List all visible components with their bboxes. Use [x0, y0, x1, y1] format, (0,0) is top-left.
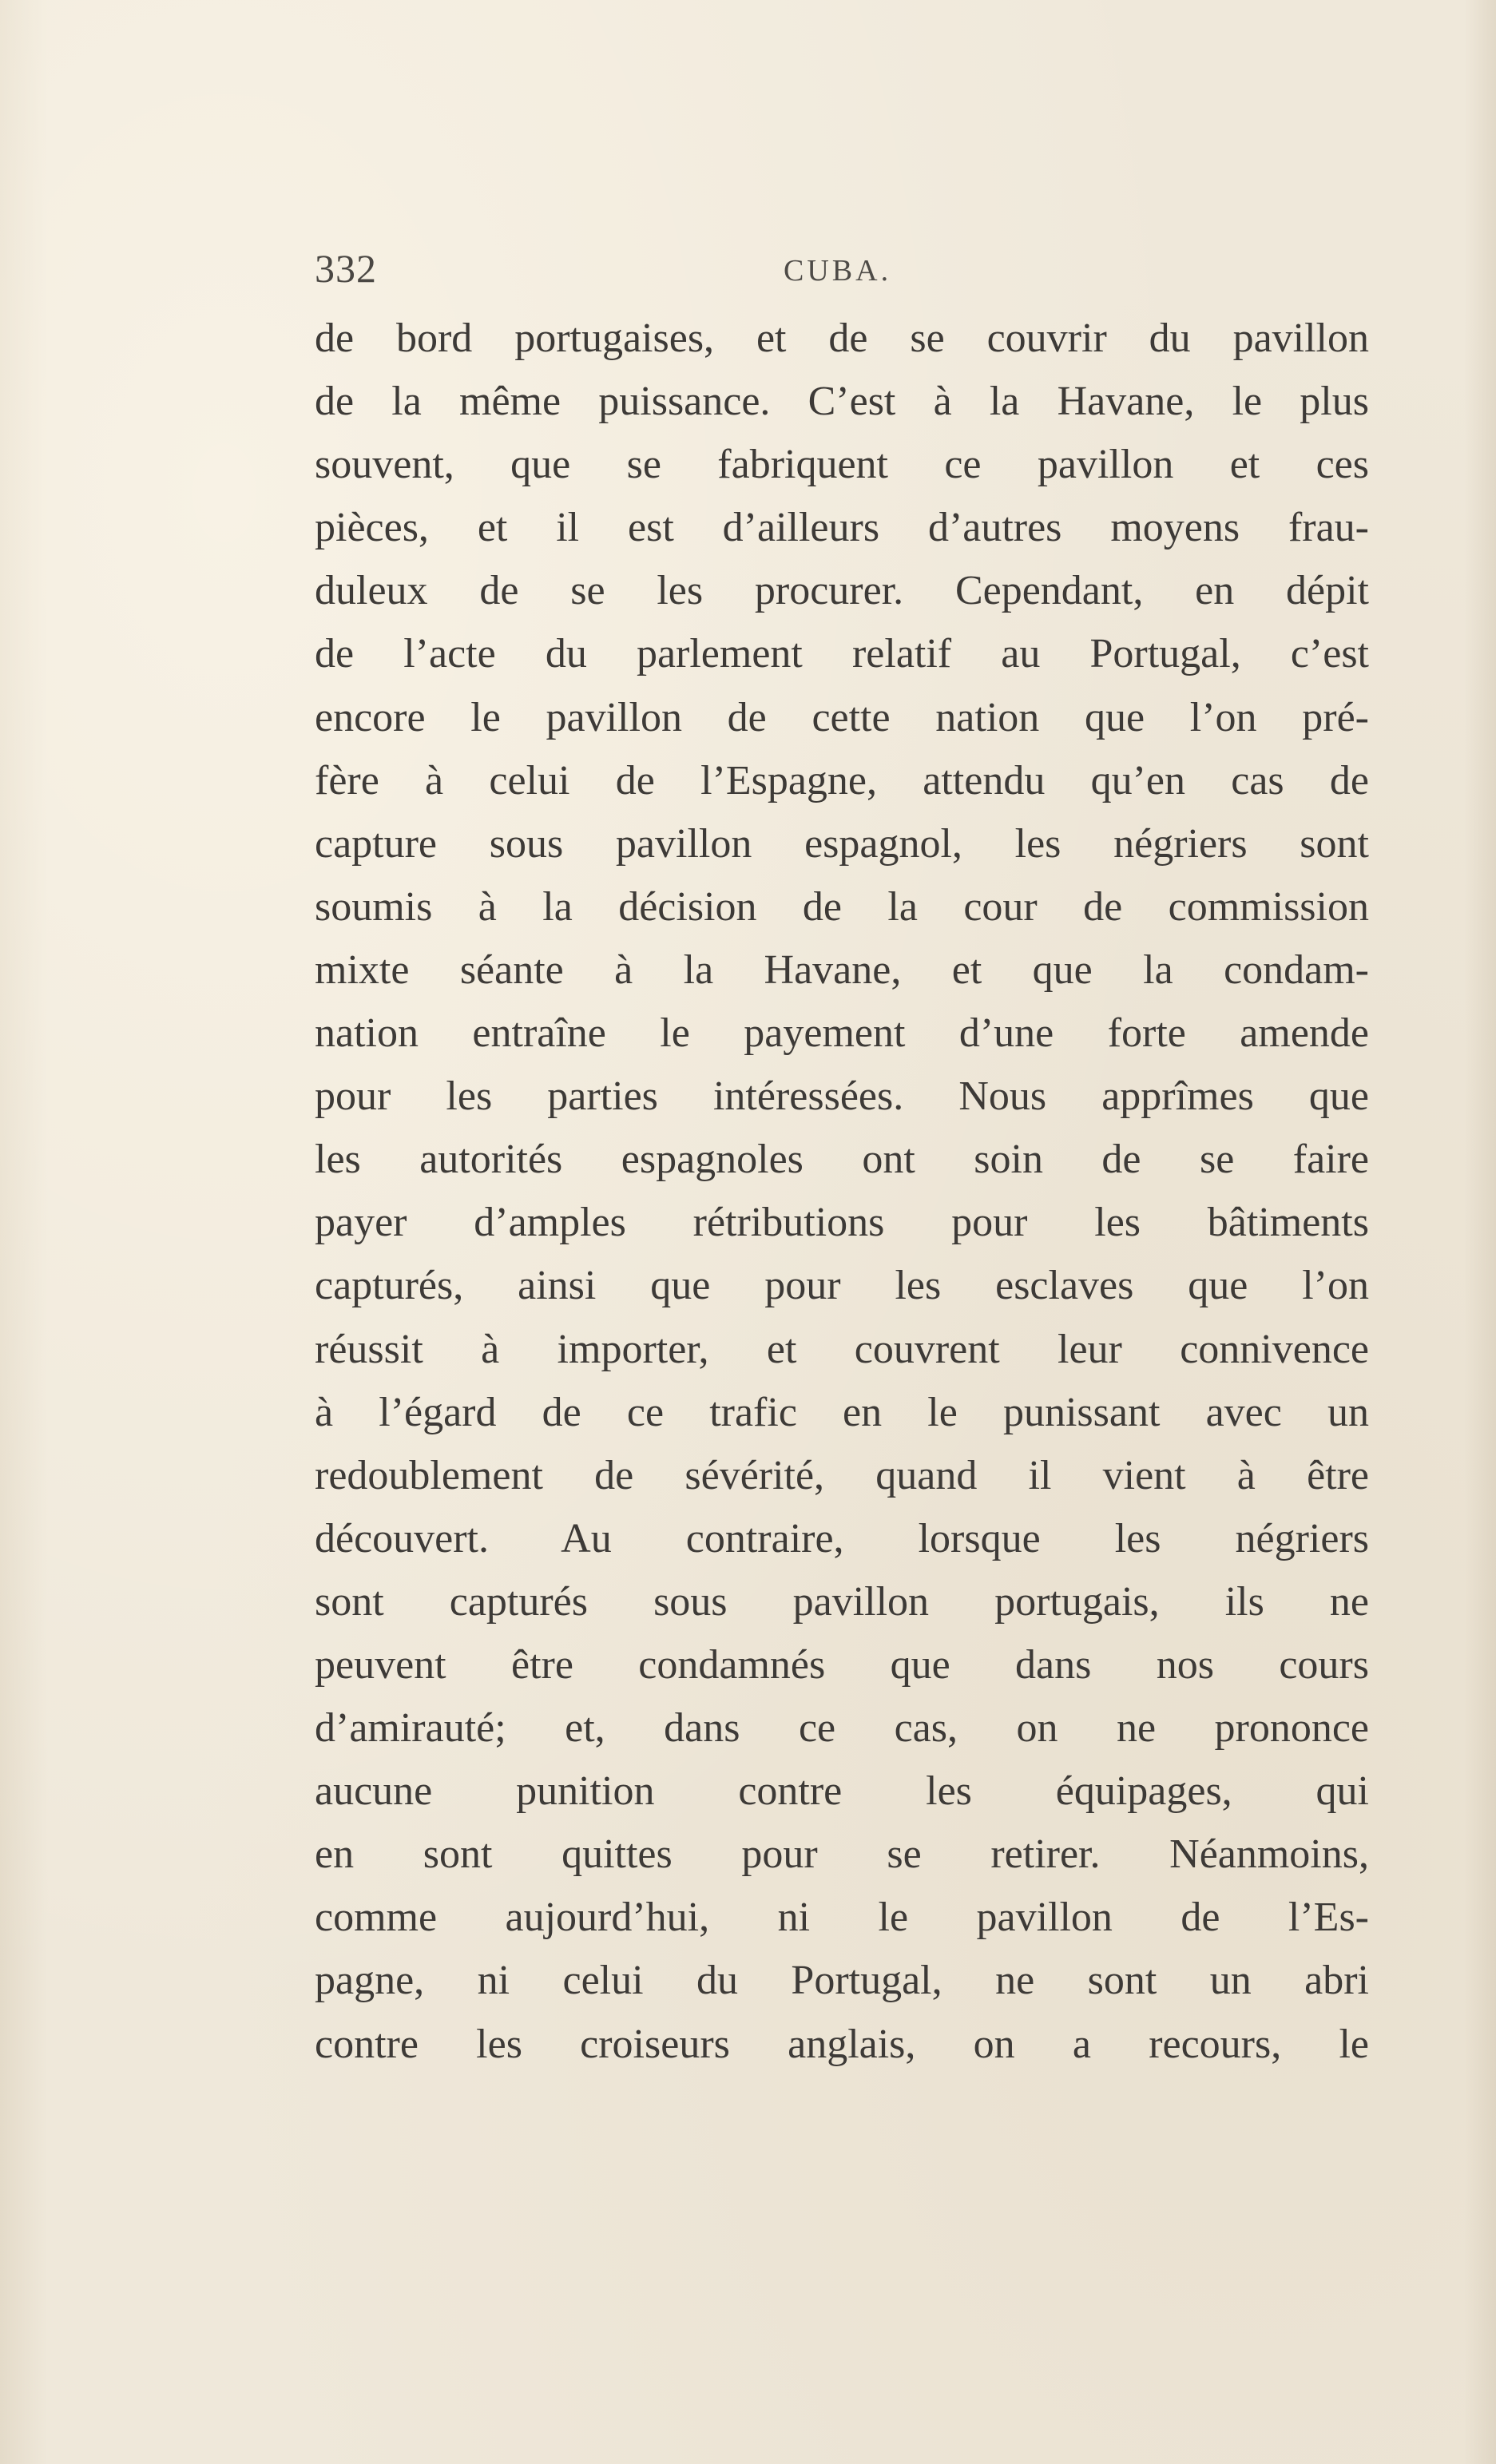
text-line: d’amirauté; et, dans ce cas, on ne prononce [315, 1705, 1369, 1752]
text-line: de bord portugaises, et de se couvrir du pavillon [315, 315, 1369, 361]
page-edge-shadow [1464, 0, 1496, 2464]
text-line: comme aujourd’hui, ni le pavillon de l’Es- [315, 1895, 1369, 1941]
text-line: capturés, ainsi que pour les esclaves que l’on [315, 1263, 1369, 1309]
text-line: encore le pavillon de cette nation que l’on pré- [315, 694, 1369, 740]
text-line: à l’égard de ce trafic en le punissant avec un [315, 1389, 1369, 1435]
text-line: réussit à importer, et couvrent leur connivence [315, 1326, 1369, 1372]
body-text [315, 307, 1369, 2076]
text-line: nation entraîne le payement d’une forte amende [315, 1010, 1369, 1057]
text-line: souvent, que se fabriquent ce pavillon et ces [315, 442, 1369, 488]
text-line: de la même puissance. C’est à la Havane, le plus [315, 379, 1369, 425]
text-line: de l’acte du parlement relatif au Portugal, c’est [315, 631, 1369, 677]
text-line: peuvent être condamnés que dans nos cours [315, 1641, 1369, 1688]
text-line: capture sous pavillon espagnol, les négriers sont [315, 820, 1369, 867]
text-line: payer d’amples rétributions pour les bâtiments [315, 1200, 1369, 1246]
text-line: duleux de se les procurer. Cependant, en dépit [315, 568, 1369, 614]
text-line: fère à celui de l’Espagne, attendu qu’en cas de [315, 757, 1369, 803]
text-line: contre les croiseurs anglais, on a recours, le [315, 2021, 1369, 2067]
page-number: 332 [315, 246, 377, 291]
text-line: pièces, et il est d’ailleurs d’autres moyens frau- [315, 505, 1369, 551]
text-line: découvert. Au contraire, lorsque les négriers [315, 1515, 1369, 1561]
text-line: aucune punition contre les équipages, qui [315, 1768, 1369, 1815]
text-line: soumis à la décision de la cour de commission [315, 883, 1369, 930]
text-line: en sont quittes pour se retirer. Néanmoins, [315, 1831, 1369, 1878]
text-line: pour les parties intéressées. Nous apprîmes que [315, 1073, 1369, 1120]
text-line: mixte séante à la Havane, et que la condam- [315, 946, 1369, 993]
text-line: les autorités espagnoles ont soin de se faire [315, 1137, 1369, 1183]
running-head [315, 244, 1369, 292]
text-line: sont capturés sous pavillon portugais, ils ne [315, 1578, 1369, 1625]
text-line: pagne, ni celui du Portugal, ne sont un abri [315, 1958, 1369, 2004]
text-line: redoublement de sévérité, quand il vient à être [315, 1452, 1369, 1498]
running-title: CUBA. [784, 254, 892, 288]
